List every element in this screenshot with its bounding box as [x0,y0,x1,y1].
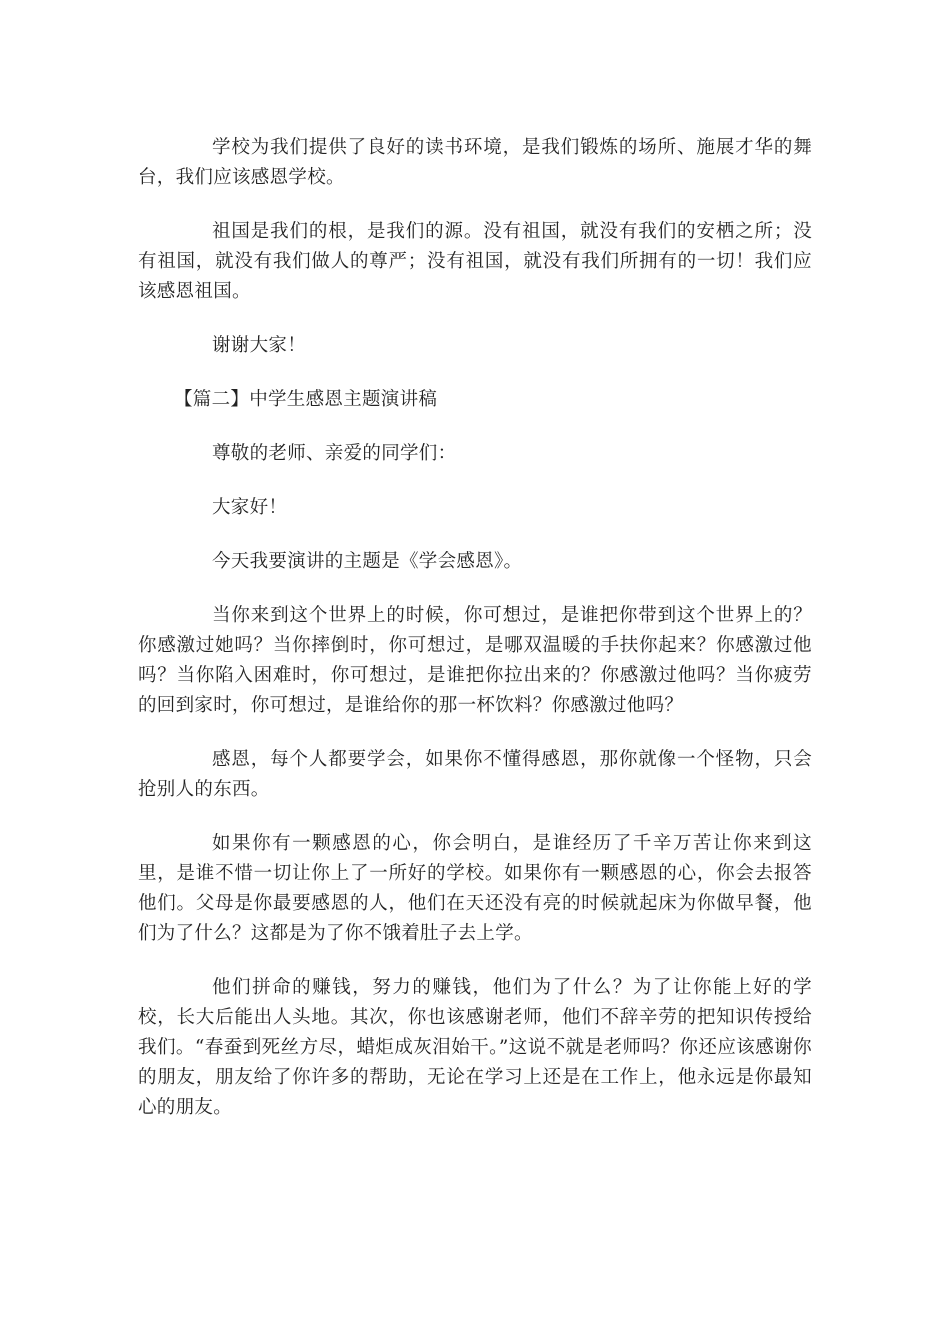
section-heading: 【篇二】中学生感恩主题演讲稿 [174,389,438,410]
paragraph-thanks-everyone: 谢谢大家！ [212,335,307,356]
paragraph-hello: 大家好！ [212,497,288,518]
paragraph-thank-school: 学校为我们提供了良好的读书环境，是我们锻炼的场所、施展才华的舞台，我们应该感恩学校。 [138,137,812,188]
paragraph-questions: 当你来到这个世界上的时候，你可想过，是谁把你带到这个世界上的？你感激过她吗？当你摔倒时，你可想过，是哪双温暖的手扶你起来？你感激过他吗？当你陷入困难时，你可想过，是谁把你拉出来的？你感激过他吗？当你疲劳的回到家时，你可想过，是谁给你的那一杯饮料？你感激过他吗？ [138,605,812,716]
paragraph-parents-teachers: 他们拼命的赚钱，努力的赚钱，他们为了什么？为了让你能上好的学校，长大后能出人头地。其次，你也该感谢老师，他们不辞辛劳的把知识传授给我们。“春蚕到死丝方尽，蜡炬成灰泪始干。”这说不就是老师吗？你还应该感谢你的朋友，朋友给了你许多的帮助，无论在学习上还是在工作上，他永远是你最知心的朋友。 [138,977,812,1118]
paragraph-grateful-heart: 如果你有一颗感恩的心，你会明白，是谁经历了千辛万苦让你来到这里，是谁不惜一切让你上了一所好的学校。如果你有一颗感恩的心，你会去报答他们。父母是你最要感恩的人，他们在天还没有亮的时候就起床为你做早餐，他们为了什么？这都是为了你不饿着肚子去上学。 [138,833,812,944]
paragraph-topic: 今天我要演讲的主题是《学会感恩》。 [212,551,523,572]
paragraph-gratitude: 感恩，每个人都要学会，如果你不懂得感恩，那你就像一个怪物，只会抢别人的东西。 [138,749,812,800]
paragraph-thank-motherland: 祖国是我们的根，是我们的源。没有祖国，就没有我们的安栖之所；没有祖国，就没有我们做人的尊严；没有祖国，就没有我们所拥有的一切！我们应该感恩祖国。 [138,221,812,302]
paragraph-greeting-audience: 尊敬的老师、亲爱的同学们： [212,443,457,464]
